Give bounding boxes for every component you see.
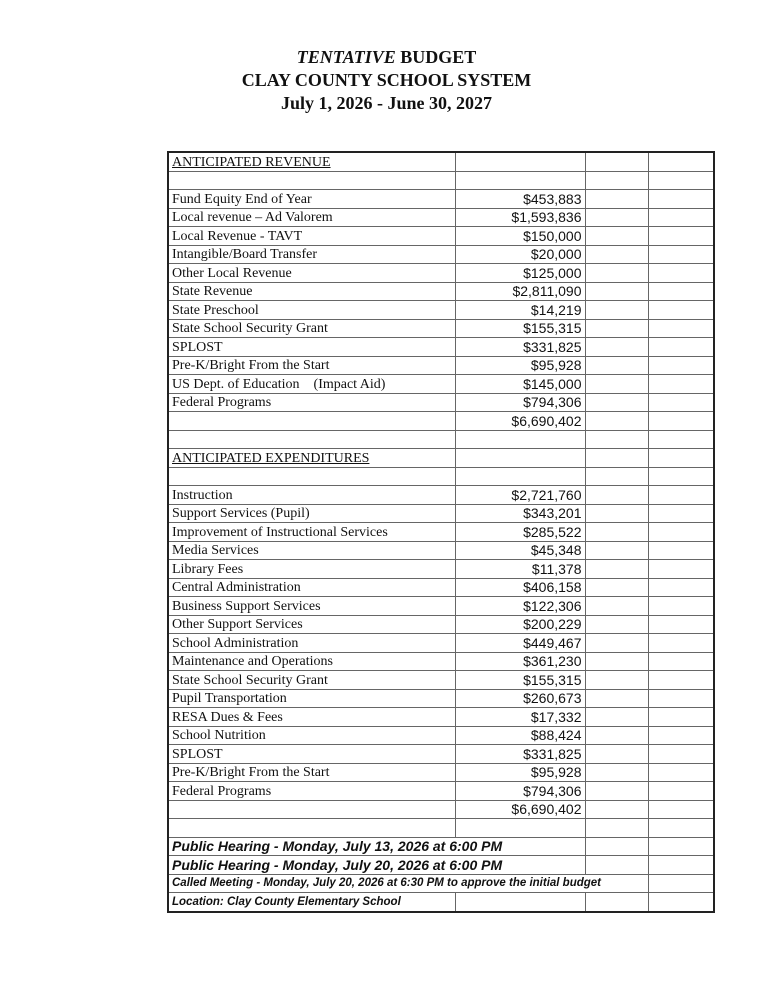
row-label: School Administration: [168, 634, 455, 653]
table-row: [168, 319, 714, 338]
meeting-location: Location: Clay County Elementary School: [168, 893, 455, 912]
table-row: [168, 282, 714, 301]
row-label: State School Security Grant: [168, 671, 455, 690]
row-amount: $17,332: [455, 708, 585, 727]
row-label: Fund Equity End of Year: [168, 190, 455, 209]
table-row: [168, 560, 714, 579]
row-amount: $95,928: [455, 763, 585, 782]
table-row: [168, 301, 714, 320]
row-amount: $343,201: [455, 504, 585, 523]
row-amount: $1,593,836: [455, 208, 585, 227]
row-amount: $285,522: [455, 523, 585, 542]
blank-row: [168, 171, 714, 190]
table-row: [168, 486, 714, 505]
table-row: [168, 726, 714, 745]
fiscal-period: July 1, 2026 - June 30, 2027: [280, 93, 493, 113]
expenditures-heading: ANTICIPATED EXPENDITURES: [168, 449, 455, 468]
table-row: [168, 208, 714, 227]
row-amount: $155,315: [455, 671, 585, 690]
table-row: [168, 541, 714, 560]
public-hearing-2: Public Hearing - Monday, July 20, 2026 at 6:00 PM: [168, 856, 585, 875]
row-label: Federal Programs: [168, 393, 455, 412]
revenue-heading: ANTICIPATED REVENUE: [168, 152, 455, 171]
row-amount: $406,158: [455, 578, 585, 597]
title-budget: BUDGET: [395, 47, 477, 67]
row-label: State Revenue: [168, 282, 455, 301]
row-label: SPLOST: [168, 745, 455, 764]
table-row: [168, 634, 714, 653]
table-row: [168, 689, 714, 708]
expenditures-heading-row: [168, 449, 714, 468]
table-row: [168, 227, 714, 246]
row-amount: $145,000: [455, 375, 585, 394]
table-row: [168, 763, 714, 782]
row-amount: $150,000: [455, 227, 585, 246]
revenue-heading-row: [168, 152, 714, 171]
row-amount: $11,378: [455, 560, 585, 579]
table-row: [168, 597, 714, 616]
document-header: [0, 46, 773, 115]
table-row: [168, 708, 714, 727]
blank-row: [168, 819, 714, 838]
notice-row: [168, 893, 714, 912]
row-label: Pre-K/Bright From the Start: [168, 763, 455, 782]
row-label: Instruction: [168, 486, 455, 505]
row-label-main: US Dept. of Education: [172, 376, 300, 392]
table-row: [168, 356, 714, 375]
table-row: [168, 375, 714, 394]
row-label: Central Administration: [168, 578, 455, 597]
called-meeting: Called Meeting - Monday, July 20, 2026 at 6:30 PM to approve the initial budget: [168, 874, 648, 893]
table-row: [168, 264, 714, 283]
row-amount: $331,825: [455, 745, 585, 764]
public-hearing-1: Public Hearing - Monday, July 13, 2026 at 6:00 PM: [168, 837, 585, 856]
row-amount: $125,000: [455, 264, 585, 283]
table-row: [168, 578, 714, 597]
row-amount: $260,673: [455, 689, 585, 708]
row-amount: $14,219: [455, 301, 585, 320]
row-amount: $2,721,760: [455, 486, 585, 505]
table-row: [168, 671, 714, 690]
row-amount: $453,883: [455, 190, 585, 209]
row-label: SPLOST: [168, 338, 455, 357]
title-tentative: TENTATIVE: [296, 47, 396, 67]
notice-row: [168, 874, 714, 893]
table-row: [168, 245, 714, 264]
row-label: Library Fees: [168, 560, 455, 579]
expenditures-total-row: [168, 800, 714, 819]
row-amount: $155,315: [455, 319, 585, 338]
row-label: Media Services: [168, 541, 455, 560]
row-amount: $95,928: [455, 356, 585, 375]
table-row: [168, 504, 714, 523]
expenditures-total: $6,690,402: [455, 800, 585, 819]
row-amount: $361,230: [455, 652, 585, 671]
budget-table: [167, 151, 715, 913]
notice-row: [168, 837, 714, 856]
row-label-suffix: (Impact Aid): [313, 376, 386, 392]
row-label: [168, 375, 455, 394]
row-label: Support Services (Pupil): [168, 504, 455, 523]
row-amount: $45,348: [455, 541, 585, 560]
row-label: Local revenue – Ad Valorem: [168, 208, 455, 227]
row-label: Federal Programs: [168, 782, 455, 801]
row-label: Local Revenue - TAVT: [168, 227, 455, 246]
table-row: [168, 652, 714, 671]
table-row: [168, 338, 714, 357]
revenue-total: $6,690,402: [455, 412, 585, 431]
row-label: Other Support Services: [168, 615, 455, 634]
row-amount: $20,000: [455, 245, 585, 264]
table-row: [168, 190, 714, 209]
row-amount: $2,811,090: [455, 282, 585, 301]
row-label: State Preschool: [168, 301, 455, 320]
table-row: [168, 615, 714, 634]
notice-row: [168, 856, 714, 875]
organization-name: CLAY COUNTY SCHOOL SYSTEM: [241, 70, 532, 90]
row-amount: $122,306: [455, 597, 585, 616]
table-row: [168, 782, 714, 801]
row-label: Pre-K/Bright From the Start: [168, 356, 455, 375]
row-amount: $88,424: [455, 726, 585, 745]
row-label: RESA Dues & Fees: [168, 708, 455, 727]
row-amount: $794,306: [455, 393, 585, 412]
table-row: [168, 745, 714, 764]
row-label: Business Support Services: [168, 597, 455, 616]
table-row: [168, 523, 714, 542]
blank-row: [168, 467, 714, 486]
blank-row: [168, 430, 714, 449]
table-row: [168, 393, 714, 412]
revenue-total-row: [168, 412, 714, 431]
row-label: Improvement of Instructional Services: [168, 523, 455, 542]
row-amount: $200,229: [455, 615, 585, 634]
row-amount: $794,306: [455, 782, 585, 801]
row-label: Pupil Transportation: [168, 689, 455, 708]
row-amount: $331,825: [455, 338, 585, 357]
row-label: Maintenance and Operations: [168, 652, 455, 671]
row-label: Other Local Revenue: [168, 264, 455, 283]
row-label: State School Security Grant: [168, 319, 455, 338]
budget-title: [0, 46, 773, 69]
row-amount: $449,467: [455, 634, 585, 653]
row-label: Intangible/Board Transfer: [168, 245, 455, 264]
row-label: School Nutrition: [168, 726, 455, 745]
